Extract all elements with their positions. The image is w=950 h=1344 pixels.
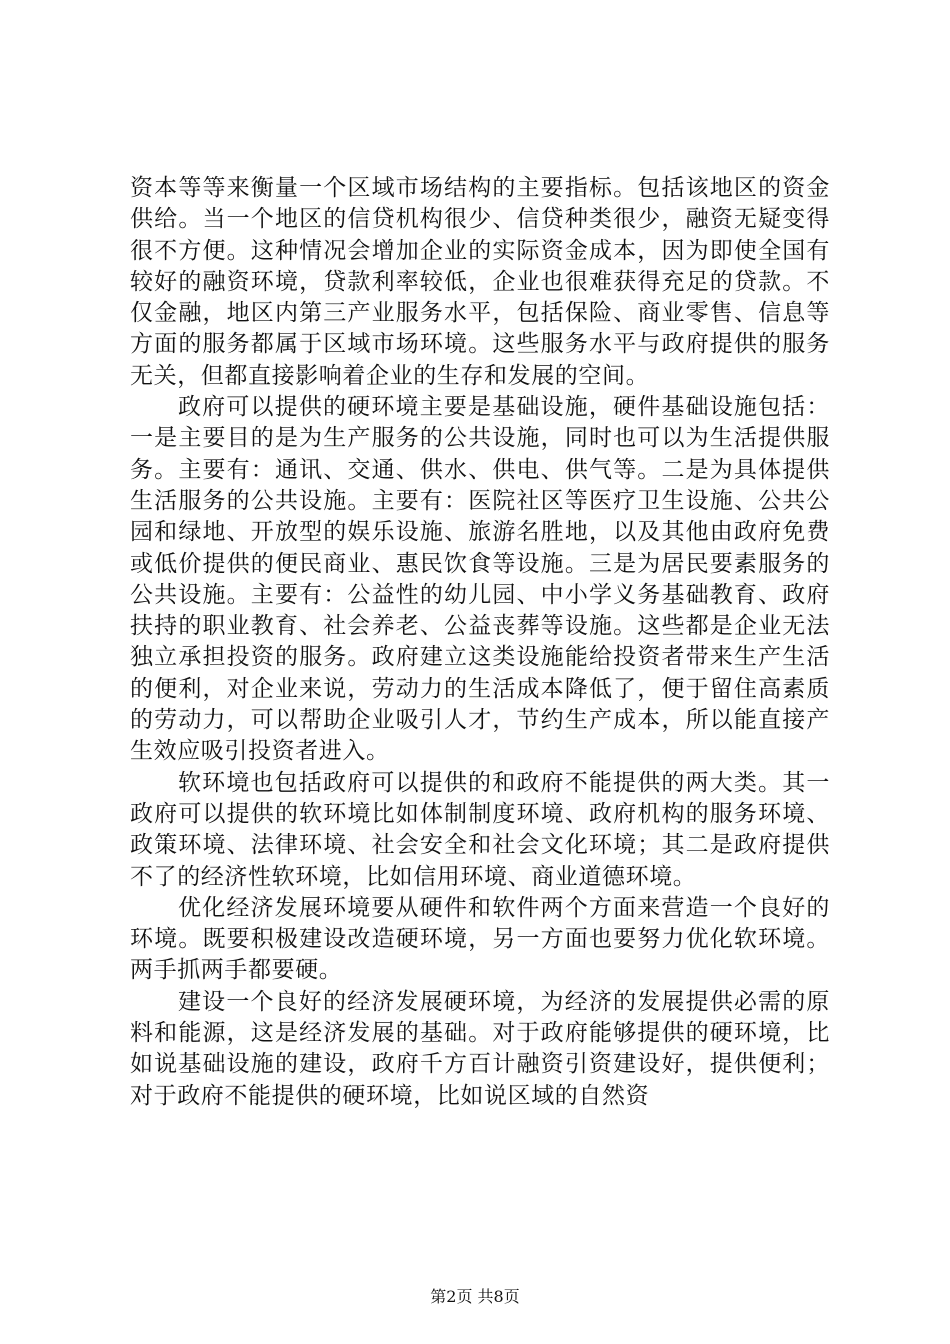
page-number-footer: 第2页 共8页	[430, 1287, 520, 1306]
document-body	[130, 173, 830, 1112]
paragraph-4: 优化经济发展环境要从硬件和软件两个方面来营造一个良好的环境。既要积极建设改造硬环境，另一方面也要努力优化软环境。两手抓两手都要硬。	[130, 894, 830, 984]
paragraph-2: 政府可以提供的硬环境主要是基础设施，硬件基础设施包括：一是主要目的是为生产服务的公共设施，同时也可以为生活提供服务。主要有：通讯、交通、供水、供电、供气等。二是为具体提供生活服务的公共设施。主要有：医院社区等医疗卫生设施、公共公园和绿地、开放型的娱乐设施、旅游名胜地，以及其他由政府免费或低价提供的便民商业、惠民饮食等设施。三是为居民要素服务的公共设施。主要有：公益性的幼儿园、中小学义务基础教育、政府扶持的职业教育、社会养老、公益丧葬等设施。这些都是企业无法独立承担投资的服务。政府建立这类设施能给投资者带来生产生活的便利，对企业来说，劳动力的生活成本降低了，便于留住高素质的劳动力，可以帮助企业吸引人才，节约生产成本，所以能直接产生效应吸引投资者进入。	[130, 394, 830, 765]
paragraph-3: 软环境也包括政府可以提供的和政府不能提供的两大类。其一政府可以提供的软环境比如体制制度环境、政府机构的服务环境、政策环境、法律环境、社会安全和社会文化环境；其二是政府提供不了的经济性软环境，比如信用环境、商业道德环境。	[130, 769, 830, 890]
paragraph-1: 资本等等来衡量一个区域市场结构的主要指标。包括该地区的资金供给。当一个地区的信贷机构很少、信贷种类很少，融资无疑变得很不方便。这种情况会增加企业的实际资金成本，因为即使全国有较好的融资环境，贷款利率较低，企业也很难获得充足的贷款。不仅金融，地区内第三产业服务水平，包括保险、商业零售、信息等方面的服务都属于区域市场环境。这些服务水平与政府提供的服务无关，但都直接影响着企业的生存和发展的空间。	[130, 175, 830, 389]
paragraph-5: 建设一个良好的经济发展硬环境，为经济的发展提供必需的原料和能源，这是经济发展的基础。对于政府能够提供的硬环境，比如说基础设施的建设，政府千方百计融资引资建设好，提供便利；对于政府不能提供的硬环境，比如说区域的自然资	[130, 988, 830, 1109]
